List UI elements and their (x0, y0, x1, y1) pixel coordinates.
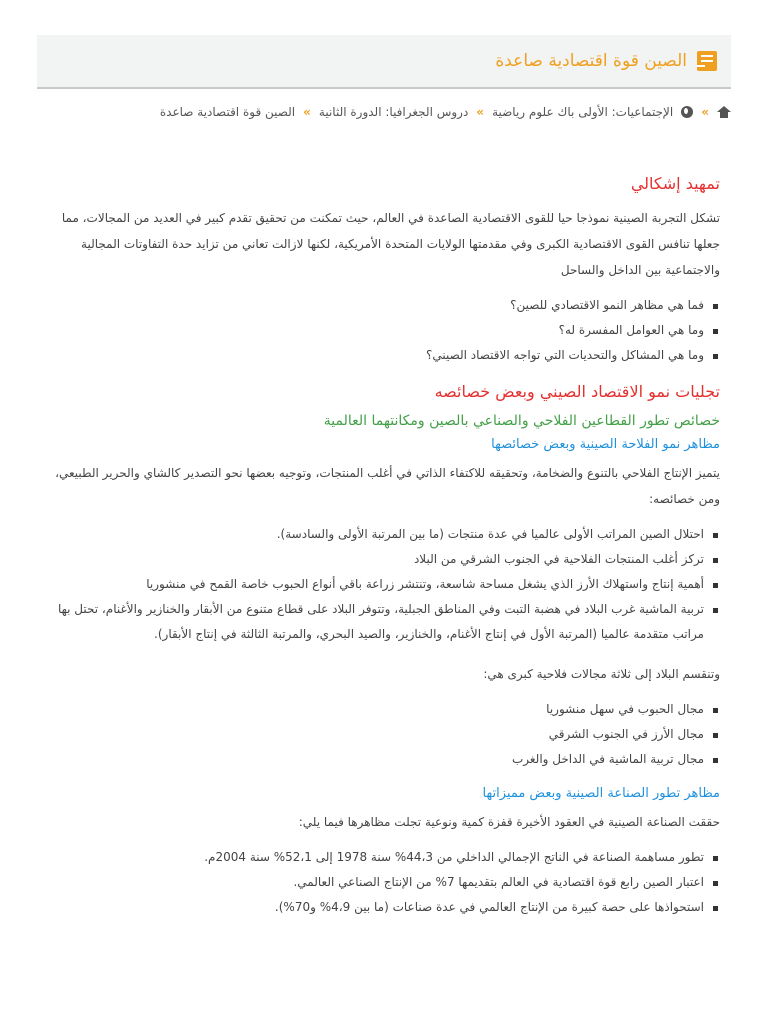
breadcrumb-item-current: الصين قوة اقتصادية صاعدة (159, 105, 296, 119)
intro-heading: تمهيد إشكالي (630, 174, 720, 193)
list-item: مجال الحبوب في سهل منشوريا (48, 697, 704, 722)
list-item: مجال تربية الماشية في الداخل والغرب (48, 747, 704, 772)
list-item: اعتبار الصين رابع قوة اقتصادية في العالم بتقديمها 7% من الإنتاج الصناعي العالمي. (48, 870, 704, 895)
intro-paragraph: تشكل التجربة الصينية نموذجا حيا للقوى الاقتصادية الصاعدة في العالم، حيث تمكنت من تحقيق تقدم كبير في العديد من المجالات، مما جعلها تنافس القوى الاقتصادية الكبرى وفي مقدمتها الولايات المتحدة الأمريكية، لكنها لازالت تعاني من تزايد حدة التفاوتات المجالية والاجتماعية بين الداخل والساحل (61, 211, 720, 277)
breadcrumb-separator: » (701, 105, 709, 119)
intro-questions-list (48, 293, 720, 368)
page-header (37, 35, 731, 89)
agri-fields-list (48, 697, 720, 772)
breadcrumb (37, 100, 731, 124)
breadcrumb-separator: » (476, 105, 485, 119)
list-item: استحواذها على حصة كبيرة من الإنتاج العالمي في عدة صناعات (ما بين 4،9% و70%). (48, 895, 704, 920)
list-item: تربية الماشية غرب البلاد في هضبة التبت وفي المناطق الجبلية، وتتوفر البلاد على قطاع متنوع من الأبقار والخنازير والأغنام، تحتل بها مراتب متقدمة عالميا (المرتبة الأول في إنتاج الأغنام، والخنازير، والصيد البحري، والمرتبة الثالثة في إنتاج الأبقار). (48, 597, 704, 647)
industry-list (48, 845, 720, 920)
breadcrumb-item-geography-lessons[interactable]: دروس الجغرافيا: الدورة الثانية (318, 105, 469, 119)
agri-heading: مظاهر نمو الفلاحة الصينية وبعض خصائصها (491, 437, 720, 452)
industry-paragraph: حققت الصناعة الصينية في العقود الأخيرة قفزة كمية ونوعية تجلت مظاهرها فيما يلي: (298, 815, 720, 829)
list-item: وما هي المشاكل والتحديات التي تواجه الاقتصاد الصيني؟ (48, 343, 704, 368)
section1-subheading: خصائص تطور القطاعين الفلاحي والصناعي بالصين ومكانتهما العالمية (323, 413, 720, 429)
list-item: تطور مساهمة الصناعة في الناتج الإجمالي الداخلي من 44،3% سنة 1978 إلى 52،1% سنة 2004م. (48, 845, 704, 870)
section1-heading: تجليات نمو الاقتصاد الصيني وبعض خصائصه (434, 382, 720, 401)
home-icon[interactable] (717, 106, 731, 118)
agri-characteristics-list (48, 522, 720, 647)
page-title: الصين قوة اقتصادية صاعدة (495, 51, 687, 71)
globe-icon (681, 106, 693, 118)
agri-paragraph: يتميز الإنتاج الفلاحي بالتنوع والضخامة، وتحقيقه للاكتفاء الذاتي في أغلب المنتجات، وتوجيه بعضها نحو التصدير كالشاي والحرير الطبيعي، ومن خصائصه: (55, 466, 720, 506)
article-content (48, 168, 720, 934)
list-item: مجال الأرز في الجنوب الشرقي (48, 722, 704, 747)
list-item: احتلال الصين المراتب الأولى عالميا في عدة منتجات (ما بين المرتبة الأولى والسادسة). (48, 522, 704, 547)
list-item: فما هي مظاهر النمو الاقتصادي للصين؟ (48, 293, 704, 318)
agri-fields-intro: وتنقسم البلاد إلى ثلاثة مجالات فلاحية كبرى هي: (483, 667, 720, 681)
list-item: وما هي العوامل المفسرة له؟ (48, 318, 704, 343)
breadcrumb-separator: » (303, 105, 311, 119)
list-item: تركز أغلب المنتجات الفلاحية في الجنوب الشرقي من البلاد (48, 547, 704, 572)
industry-heading: مظاهر تطور الصناعة الصينية وبعض مميزاتها (482, 786, 720, 801)
breadcrumb-item-social-studies[interactable]: الإجتماعيات: الأولى باك علوم رياضية (492, 105, 674, 119)
document-icon (697, 51, 717, 71)
list-item: أهمية إنتاج واستهلاك الأرز الذي يشغل مساحة شاسعة، وتنتشر زراعة باقي أنواع الحبوب خاصة القمح في منشوريا (48, 572, 704, 597)
